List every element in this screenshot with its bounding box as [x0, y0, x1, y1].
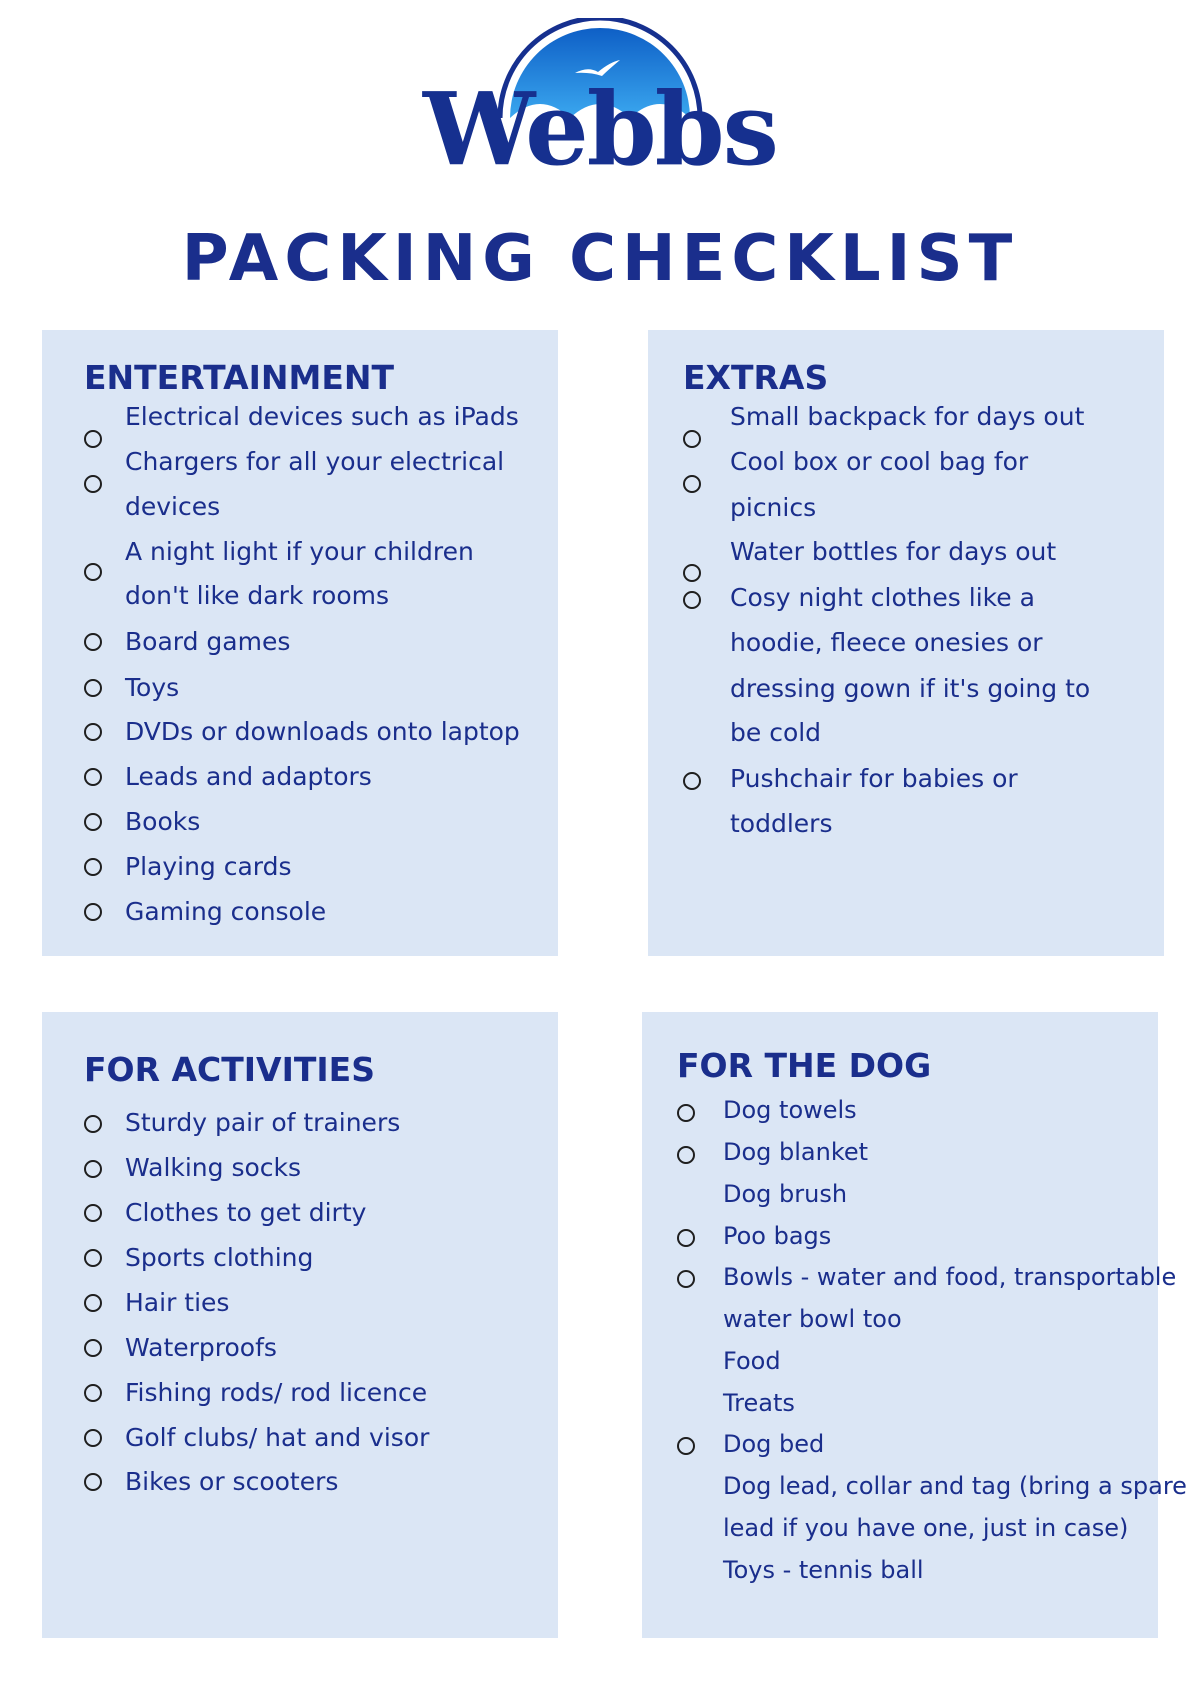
- list-item: lead if you have one, just in case): [723, 1514, 1129, 1542]
- list-item: Food: [723, 1347, 781, 1375]
- list-item: Clothes to get dirty: [125, 1198, 367, 1227]
- section-heading: FOR THE DOG: [677, 1046, 932, 1085]
- checkbox[interactable]: [677, 1104, 695, 1122]
- checkbox[interactable]: [84, 858, 102, 876]
- entertainment-panel: [42, 330, 558, 956]
- list-item: water bowl too: [723, 1305, 902, 1333]
- list-item: Fishing rods/ rod licence: [125, 1378, 428, 1407]
- list-item: Bikes or scooters: [125, 1467, 339, 1496]
- checkbox[interactable]: [84, 633, 102, 651]
- checkbox[interactable]: [683, 591, 701, 609]
- section-heading: EXTRAS: [683, 358, 829, 397]
- list-item: hoodie, fleece onesies or: [730, 628, 1043, 657]
- checkbox[interactable]: [84, 1115, 102, 1133]
- activities-panel: [42, 1012, 558, 1638]
- list-item: Dog brush: [723, 1180, 848, 1208]
- list-item: Hair ties: [125, 1288, 230, 1317]
- checkbox[interactable]: [84, 1473, 102, 1491]
- section-heading: FOR ACTIVITIES: [84, 1050, 375, 1089]
- checkbox[interactable]: [84, 1160, 102, 1178]
- list-item: A night light if your children: [125, 537, 474, 566]
- checkbox[interactable]: [84, 768, 102, 786]
- checkbox[interactable]: [84, 1204, 102, 1222]
- list-item: Books: [125, 807, 201, 836]
- checkbox[interactable]: [677, 1270, 695, 1288]
- list-item: Dog blanket: [723, 1138, 869, 1166]
- list-item: Golf clubs/ hat and visor: [125, 1423, 430, 1452]
- checkbox[interactable]: [84, 813, 102, 831]
- list-item: devices: [125, 492, 221, 521]
- list-item: Dog bed: [723, 1430, 825, 1458]
- list-item: dressing gown if it's going to: [730, 674, 1091, 703]
- page-title: PACKING CHECKLIST: [181, 222, 1019, 296]
- list-item: Pushchair for babies or: [730, 764, 1018, 793]
- list-item: Dog lead, collar and tag (bring a spare: [723, 1472, 1187, 1500]
- list-item: Gaming console: [125, 897, 327, 926]
- list-item: Electrical devices such as iPads: [125, 402, 519, 431]
- list-item: Waterproofs: [125, 1333, 277, 1362]
- list-item: Walking socks: [125, 1153, 302, 1182]
- checkbox[interactable]: [84, 1384, 102, 1402]
- checkbox[interactable]: [677, 1146, 695, 1164]
- section-heading: ENTERTAINMENT: [84, 358, 395, 397]
- list-item: DVDs or downloads onto laptop: [125, 717, 520, 746]
- list-item: Sports clothing: [125, 1243, 314, 1272]
- list-item: Sturdy pair of trainers: [125, 1108, 401, 1137]
- list-item: Chargers for all your electrical: [125, 447, 505, 476]
- checkbox[interactable]: [84, 903, 102, 921]
- checkbox[interactable]: [677, 1437, 695, 1455]
- checkbox[interactable]: [84, 563, 102, 581]
- list-item: Cool box or cool bag for: [730, 447, 1029, 476]
- checkbox[interactable]: [683, 475, 701, 493]
- checkbox[interactable]: [677, 1229, 695, 1247]
- list-item: don't like dark rooms: [125, 581, 390, 610]
- list-item: Treats: [723, 1389, 795, 1417]
- list-item: Dog towels: [723, 1096, 857, 1124]
- checkbox[interactable]: [84, 1294, 102, 1312]
- checkbox[interactable]: [84, 1429, 102, 1447]
- extras-panel: [648, 330, 1164, 956]
- checkbox[interactable]: [84, 679, 102, 697]
- checkbox[interactable]: [683, 430, 701, 448]
- list-item: Poo bags: [723, 1222, 832, 1250]
- list-item: Bowls - water and food, transportable: [723, 1263, 1177, 1291]
- checkbox[interactable]: [84, 723, 102, 741]
- list-item: Toys - tennis ball: [723, 1556, 924, 1584]
- checkbox[interactable]: [84, 430, 102, 448]
- list-item: Leads and adaptors: [125, 762, 372, 791]
- list-item: Water bottles for days out: [730, 537, 1057, 566]
- logo-wordmark: Webbs: [423, 70, 777, 188]
- checkbox[interactable]: [84, 1339, 102, 1357]
- checkbox[interactable]: [84, 1249, 102, 1267]
- list-item: Board games: [125, 627, 291, 656]
- checkbox[interactable]: [683, 564, 701, 582]
- list-item: Playing cards: [125, 852, 292, 881]
- list-item: be cold: [730, 718, 822, 747]
- list-item: Cosy night clothes like a: [730, 583, 1035, 612]
- checkbox[interactable]: [683, 772, 701, 790]
- checkbox[interactable]: [84, 475, 102, 493]
- list-item: picnics: [730, 493, 817, 522]
- dog-panel: [642, 1012, 1187, 1638]
- list-item: Small backpack for days out: [730, 402, 1085, 431]
- list-item: toddlers: [730, 809, 833, 838]
- list-item: Toys: [125, 673, 180, 702]
